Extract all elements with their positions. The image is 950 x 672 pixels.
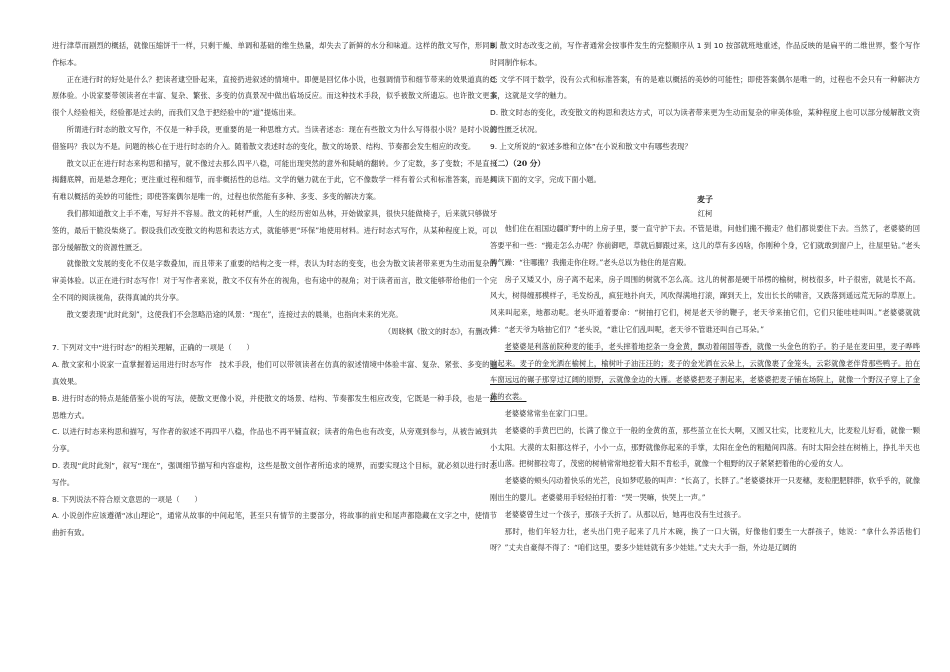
story-paragraph-4: 老婆婆常常坐在家门口里。 (504, 408, 593, 418)
question-8-option-d: D. 散文时态的变化，改变散文的构思和表达方式，可以为读者带来更为生动而复杂的审美体验，某种程度上也可以部分缓解散文资源性匮乏状况。 (490, 108, 920, 134)
story-paragraph-6: 老婆婆的颊头闪动着快乐的光芒，良如梦呓般的叫声：“长高了，长胖了。”老婆婆抹开一只麦穗，麦粒肥肥胖胖，软乎乎的，就像刚出生的婴儿。老婆婆用手轻轻拍打着：“哭一哭嘛，快哭上一声。” (490, 476, 920, 502)
question-7-option-b: B. 进行时态的特点是能借鉴小说的写法，使散文更像小说，并使散文的场景、结构、节奏都发生相应改变，它既是一种手段，也是一种思维方式。 (52, 393, 497, 420)
story-paragraph-2: 房子又矮又小，房子离不起来，房子周围的树就不怎么高。这儿的树都是硬干吊楞的榆树，树枝很多，叶子很密，就是长不高。风大，树得缠那模样子，毛发纷乱，疯狂地扑向天，风吹得满地打滚，蹿到天上，发出长长的啸音，又跌落到遥远荒无际的草原上。风来叫起来，地都动呢。老头吓道着要命：“树抽打它们，树是老天爷的鞭子，老天爷来抽它们，它们只能哇哇叫叫。”老婆婆就就摊：“老天爷为啥抽它们？”老头说，“谁让它们乱叫呢，老天爷不管谁还叫自己耳朵。” (490, 274, 920, 334)
question-7-option-d: D. 表现“此时此刻”，叙写“现在”，强调细节描写和内容虚构，这些是散文创作者所追求的境界，而要实现这个目标，就必须以进行时态写作。 (52, 460, 497, 487)
right-column (490, 38, 920, 658)
question-8: 8. 下列说法不符合原文意思的一项是（ ） (52, 494, 202, 504)
question-8-option-b: B. 散文时态改变之前，写作者通常会按事件发生的完整顺序从 1 到 10 按部就班地重述，作品反映的是扁平的二维世界，整个写作时同制作标本。 (490, 41, 920, 67)
essay-paragraph-2: 正在进行时的好处是什么？把读者逮空卧起来，直接扔进叙述的情境中。即便是回忆体小说，也强调情节和细节带来的效果道真的还原体验。小说家要带领读者在丰富、复杂、繁张、多变的仿真景况中做出临场反应。而这种技术手段，似乎被散文所遗忘。也许散文更多很个人经验相关，经验都是过去的，而我们又急于把经验中的“道”提炼出来。 (52, 74, 497, 118)
question-7-option-c: C. 以进行时态来构思和描写，写作者的叙述不再四平八稳，作品也不再平铺直叙；读者的角色也有改变，从旁观到参与，从被告诫到共分享。 (52, 427, 497, 454)
question-9: 9. 上文所说的“叙述多维和立体”在小说和散文中有哪些表现？ (490, 141, 692, 151)
story-paragraph-1: 他们住在祖国边疆旷野中的上房子里，要一直守护下去。不管是谁，问他们搬不搬走？他们都说要住下去。当然了，老婆婆的回答要平和一些：“搬走怎么办呢？你前御吧，草就后脚跟过来，这儿的草有多凶啥，你刚种个身，它们就敢到窗户上，往屋里钻。”老头脾气躁：“往哪搬？我搬走你住呀。”老头总以为他住的是宫殿。 (490, 224, 920, 267)
story-author: 红柯 (697, 209, 713, 219)
question-7: 7. 下列对文中“进行时态”的相关理解，正确的一项是（ ） (52, 343, 254, 353)
essay-paragraph-5: 我们都知道散文上手不难，写好并不容易。散文的耗材严重，人生的经历密如丛林，开始做家具，很快只能做椅子，后来就只够做牙签的，最后干脆没柴烧了。假设我们改变散文的构思和表达方式，就能够更“环保”地使用材料。进行时态式写作，从某种程度上说，可以部分缓解散文的资源性匮乏。 (52, 208, 497, 252)
section-heading: （二）（20 分） (490, 158, 545, 168)
story-paragraph-5: 老婆婆的手黄巴巴的，长满了像立于一般的金黄的茧，那些茧立在长大啊，又圆又壮实，比麦粒儿大，比麦粒儿好看，就像一颗小太阳。大漠的太阳都这样子，小小一点，那野就像你起来的手掌，太阳在金色的粗糙间四落。有时太阳会挂在树梢上，挣扎半天也下山落。把树都拉弯了，茂密的树梢常常地挖着大阳不肯松手，就像一个粗野的汉子紧紧把着他的心爱的女人。 (490, 425, 920, 469)
essay-paragraph-6: 就像散文发展的变化不仅是字数叠加，而且带来了重要的结构之变一样，表认为时态的变变，也会为散文读者带来更为生动而复杂的审美体验。以正在进行时态写作！对于写作者来说，散文不仅有外在的视角，也有途中的视角；对于读者而言，散文能够带给他们一个完全不同的阅读视角，获得真诚的共分享。 (52, 259, 497, 302)
essay-paragraph-4: 散文以正在进行时态来构思和描写，就不像过去那么四平八稳，可能出现突然的意外和陡峭的翻转。少了定数，多了变数；不是直接揭翻底牌，而是悬念理化；更注重过程和细节，而非概括性的总结。文学的魅力就在于此，它不像数学一样有着公式和标准答案，而是具有难以概括的美妙的可能性；即使答案偶尔是唯一的，过程也依然能有多种、多变、多变的解决方案。 (52, 158, 497, 202)
essay-paragraph-7: 散文要表现“此时此刻”，这使我们不会忽略沿途的风景：“现在”，连接过去的晨巢，也指向未来的光亮。 (66, 309, 403, 319)
story-paragraph-3-underlined: 老婆婆是利落前院种麦的能手，老头摔着地挖条一身金黄，飘动着闹国等香，就像一头金色的豹子。豹子是在麦田里，麦子哗哗响起来。麦子的金光洒在榆树上，榆树叶子油汪汪的；麦子的金光洒在云朵上，云就像裹了金笼头，云彩就像老伴背那些鸭子。拍在车窗远远的碾子那穿过辽阔的原野，云就像金边的大雁。老婆婆把麦子割起来，老婆婆把麦子铺在场院上，就像一个野汉子穿上了金黄的衣裳。 (490, 341, 920, 402)
story-paragraph-7: 老婆婆曾生过一个孩子，那孩子夭折了。从那以后，她再也没有生过孩子。 (504, 509, 746, 519)
story-title: 麦子 (697, 194, 713, 205)
essay-source: （周晓枫《散文的时态》，有删改） (383, 326, 497, 336)
essay-paragraph-1: 进行津草而剧烈的概括，就像压缩饼干一样，只剩干燥、单调和基础的维生热量，却失去了新鲜的水分和味道。这样的散文写作，形同制作标本。 (52, 41, 497, 67)
story-paragraph-8: 那时，他们年轻力壮，老头出门兜子起来了几片木碗，换了一口大锅，好像他们要生一大群孩子，她说：“拿什么养活他们呀？”丈夫自豪得不得了：“咱们这里，要多少娃娃就有多少娃娃。”丈夫大手一指，外边是辽阔的 (490, 526, 920, 553)
question-8-option-a: A. 小说创作应该遵循“冰山理论”，通常从故事的中间起笔，甚至只有情节的主要部分，将故事的前史和尾声都隐藏在文字之中，使情节曲折有致。 (52, 511, 497, 538)
essay-paragraph-3: 所谓进行时态的散文写作，不仅是一种手段，更重要的是一种思维方式。当读者述态：现在有些散文为什么写得很小说？是时小说的借鉴吗？我以为不是。问题的核心在于进行时态的介入。随着散文表述时态的变化，散文的场景、结构、节奏都会发生相应的改变。 (52, 124, 497, 151)
question-7-option-a: A. 散文家和小说家一直掌握着运用进行时态写作 技术手段，他们可以带领读者在仿真的叙述情境中体验丰富、复杂、紧张、多变的逼真效果。 (52, 360, 497, 386)
left-column (52, 38, 497, 658)
question-8-option-c: C. 文学不同于数学，没有公式和标准答案，有的是难以概括的美妙的可能性；即使答案偶尔是唯一的，过程也不会只有一种解决方案，这就是文学的魅力。 (490, 74, 920, 101)
reading-instruction: 阅读下面的文字，完成下面小题。 (490, 175, 601, 185)
